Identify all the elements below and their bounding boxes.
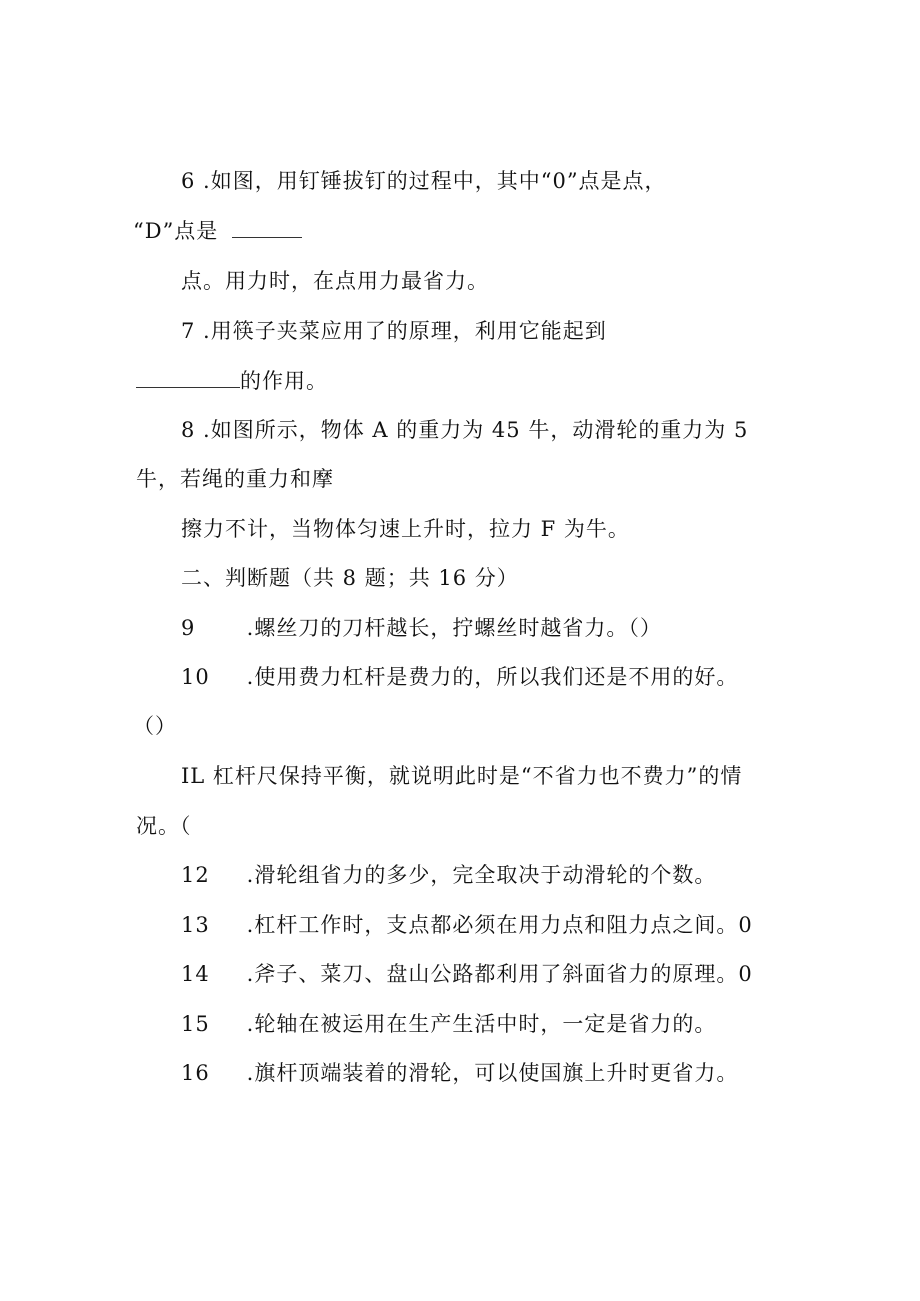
judgment-11-continuation-text: 况。（ bbox=[136, 814, 192, 838]
q8-line3 bbox=[181, 514, 630, 544]
judgment-15 bbox=[181, 1009, 716, 1039]
q6-blank bbox=[232, 219, 302, 238]
judgment-9-number: 9 bbox=[181, 616, 196, 640]
q7-number: 7 bbox=[181, 319, 196, 343]
judgment-9-text: .螺丝刀的刀杆越长，拧螺丝时越省力。（） bbox=[239, 616, 662, 640]
q6-text-line3: 点。用力时，在点用力最省力。 bbox=[181, 269, 489, 293]
judgment-11-continuation bbox=[136, 811, 192, 841]
q7-text-line2: 的作用。 bbox=[240, 369, 328, 393]
judgment-12-number: 12 bbox=[181, 863, 210, 887]
q6-text-line2: “D”点是 bbox=[133, 219, 219, 243]
judgment-16-number: 16 bbox=[181, 1061, 210, 1085]
judgment-14-text: .斧子、菜刀、盘山公路都利用了斜面省力的原理。0 bbox=[239, 962, 753, 986]
q6-number: 6 bbox=[181, 169, 196, 193]
q8-text-line3: 擦力不计，当物体匀速上升时，拉力 F 为牛。 bbox=[181, 517, 630, 541]
q8-text-line2: 牛，若绳的重力和摩 bbox=[136, 467, 334, 491]
q6-text-line1: .如图，用钉锤拔钉的过程中，其中“0”点是点， bbox=[195, 169, 667, 193]
judgment-14-number: 14 bbox=[181, 962, 210, 986]
judgment-11 bbox=[181, 761, 742, 791]
q7-text-line1: .用筷子夹菜应用了的原理，利用它能起到 bbox=[195, 319, 607, 343]
judgment-12 bbox=[181, 860, 716, 890]
judgment-13 bbox=[181, 910, 753, 940]
judgment-15-text: .轮轴在被运用在生产生活中时，一定是省力的。 bbox=[239, 1012, 717, 1036]
q7-line2 bbox=[136, 366, 328, 396]
judgment-12-text: .滑轮组省力的多少，完全取决于动滑轮的个数。 bbox=[239, 863, 717, 887]
q6-line2 bbox=[133, 216, 302, 246]
q6-line3 bbox=[181, 266, 489, 296]
judgment-10 bbox=[181, 662, 738, 692]
q8-line1 bbox=[181, 415, 748, 445]
q8-line2 bbox=[136, 464, 334, 494]
judgment-11-text: 杠杆尺保持平衡，就说明此时是“不省力也不费力”的情 bbox=[205, 764, 743, 788]
judgment-10-number: 10 bbox=[181, 665, 210, 689]
judgment-16-text: .旗杆顶端装着的滑轮，可以使国旗上升时更省力。 bbox=[239, 1061, 739, 1085]
q8-number: 8 bbox=[181, 418, 196, 442]
q8-text-line1: .如图所示，物体 A 的重力为 45 牛，动滑轮的重力为 5 bbox=[195, 418, 749, 442]
judgment-13-text: .杠杆工作时，支点都必须在用力点和阻力点之间。0 bbox=[239, 913, 753, 937]
judgment-16 bbox=[181, 1058, 738, 1088]
judgment-13-number: 13 bbox=[181, 913, 210, 937]
judgment-15-number: 15 bbox=[181, 1012, 210, 1036]
judgment-14 bbox=[181, 959, 753, 989]
q7-line1 bbox=[181, 316, 607, 346]
q6-line1 bbox=[181, 166, 667, 196]
judgment-10-continuation bbox=[133, 711, 177, 741]
judgment-11-number: IL bbox=[181, 764, 206, 788]
q7-blank bbox=[136, 369, 240, 388]
section2-title-text: 二、判断题（共 8 题；共 16 分） bbox=[181, 566, 519, 590]
judgment-9 bbox=[181, 613, 662, 643]
section2-title bbox=[181, 563, 519, 593]
judgment-10-continuation-text: （） bbox=[133, 714, 177, 738]
judgment-10-text: .使用费力杠杆是费力的，所以我们还是不用的好。 bbox=[239, 665, 739, 689]
